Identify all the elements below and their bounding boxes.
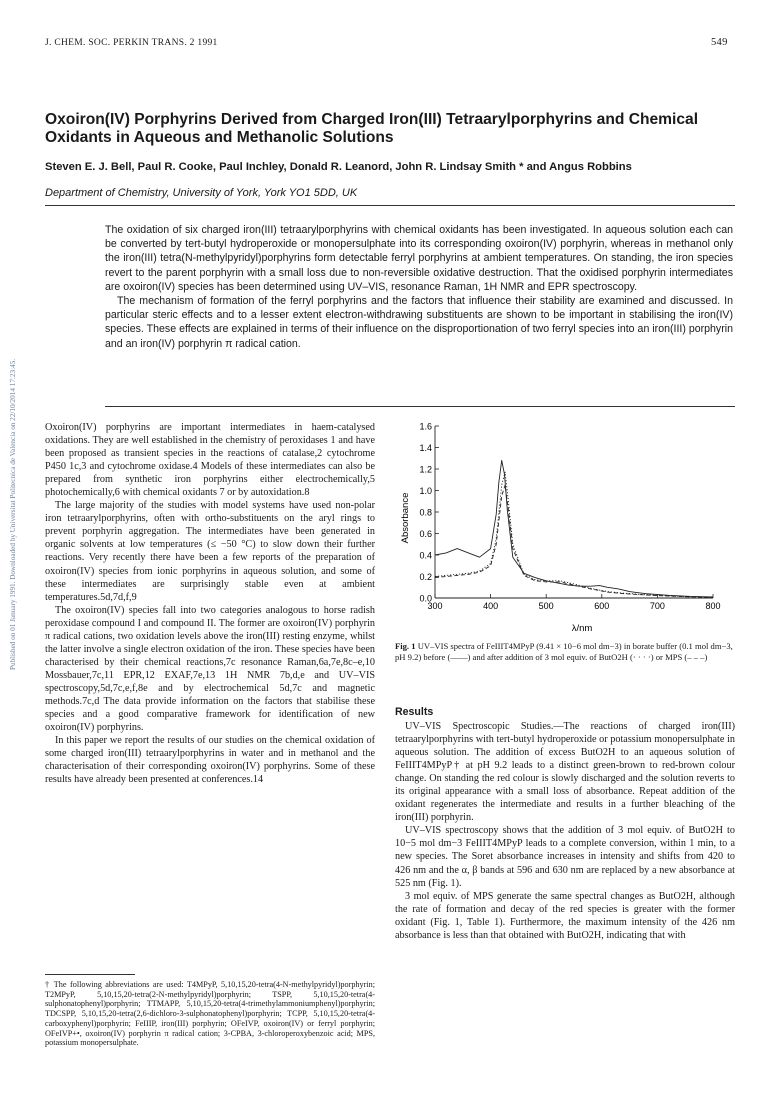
spectrum-line-solid <box>435 460 713 597</box>
uv-vis-chart <box>395 418 735 636</box>
page-number: 549 <box>711 37 728 48</box>
x-tick-label: 700 <box>649 601 665 611</box>
chart-axes <box>419 421 720 611</box>
body-paragraph: Oxoiron(IV) porphyrins are important intermediates in haem-catalysed oxidations. They are well established in the chemistry of peroxidases 1 and have been proposed as transient species in the reactions of catalase,2 cytochrome P450 1c,3 and cytochrome oxidase.4 Models of these intermediates can also be prepared from synthetic iron porphyrins either electrochemically,5 photochemically,6 with chemical oxidants 7 or by autoxidation.8 <box>45 422 375 499</box>
left-column <box>45 421 375 786</box>
body-paragraph: The large majority of the studies with model systems have used non-polar iron tetraarylporphyrins, often with ortho-substituents on the aryl rings to prevent porphyrin aggregation. The intermediates have been generated in organic solvents at low temperatures (≤ −50 °C) to slow down their further reactions. Very recently there have been a few reports of the preparation of oxoiron(IV) species from ionic porphyrins in aqueous solution, and some of these intermediates are surprisingly stable even at ambient temperatures.5d,7d,f,9 <box>45 500 375 603</box>
y-tick-label: 0.6 <box>419 528 432 539</box>
spectrum-line-dashed <box>435 485 713 597</box>
figure-label: Fig. 1 <box>395 641 416 651</box>
affiliation: Department of Chemistry, University of York, York YO1 5DD, UK <box>45 187 358 199</box>
author-list: Steven E. J. Bell, Paul R. Cooke, Paul Inchley, Donald R. Leanord, John R. Lindsay Smith * and Angus Robbins <box>45 161 632 173</box>
article-title: Oxoiron(IV) Porphyrins Derived from Charged Iron(III) Tetraarylporphyrins and Chemical Oxidants in Aqueous and Methanolic Solutions <box>45 111 699 146</box>
abstract-paragraph: The mechanism of formation of the ferryl porphyrins and the factors that influence their stability are examined and discussed. In particular steric effects and to a lesser extent electron-withdrawing substituents are shown to be important in stabilising the iron(IV) species. These effects are explained in terms of their influence on the disproportionation of two ferryl species into an iron(III) porphyrin and an iron(IV) porphyrin π radical cation. <box>105 295 733 350</box>
figure-caption-text: UV–VIS spectra of FeIIIT4MPyP (9.41 × 10−6 mol dm−3) in borate buffer (0.1 mol dm−3, pH 9.2) before (——) and after addition of 3 mol equiv. of ButO2H (· · · ·) or MPS (– – –) <box>395 641 733 662</box>
abstract-paragraph: The oxidation of six charged iron(III) tetraarylporphyrins with chemical oxidants has been investigated. In aqueous solution each can be converted by tert-butyl hydroperoxide or monopersulphate into its corresponding oxoiron(IV) porphyrin, whereas in methanol only the iron(III) tetra(N-methylpyridyl)porphyrins form detectable ferryl porphyrins at ambient temperatures. On standing, the iron species revert to the parent porphyrin with a small loss due to non-reversible oxidative destruction. That the oxidised porphyrin intermediates are oxoiron(IV) species has been determined using UV–VIS, resonance Raman, 1H NMR and EPR spectroscopy. <box>105 224 733 293</box>
y-tick-label: 1.6 <box>419 421 432 432</box>
y-tick-label: 1.0 <box>419 485 432 496</box>
results-heading: Results <box>395 706 434 718</box>
body-paragraph: 3 mol equiv. of MPS generate the same spectral changes as ButO2H, although the rate of formation and decay of the red species is greater with the former oxidant (Fig. 1, Table 1). Furthermore, the maximum intensity of the 426 nm absorbance is less than that obtained with ButO2H, indicating that with <box>395 890 735 941</box>
body-paragraph: In this paper we report the results of our studies on the chemical oxidation of some charged iron(III) tetraarylporphyrins in water and in methanol and the characterisation of their corresponding oxoiron(IV) porphyrins. Some of these results have already been presented at conferences.14 <box>45 735 375 786</box>
body-paragraph: UV–VIS spectroscopy shows that the addition of 3 mol equiv. of ButO2H to 10−5 mol dm−3 FeIIIT4MPyP leads to a complete conversion, within 1 min, to a new species. The Soret absorbance increases in intensity and shifts from 420 to 426 nm and the α, β bands at 596 and 630 nm are replaced by a new absorbance at 525 nm (Fig. 1). <box>395 825 735 889</box>
body-paragraph: UV–VIS Spectroscopic Studies.—The reactions of charged iron(III) tetraarylporphyrins with tert-butyl hydroperoxide or potassium monopersulphate in aqueous solution. The addition of excess ButO2H to an aqueous solution of FeIIIT4MPyP† at pH 9.2 leads to a distinct green-brown to red-brown colour change. On standing the red colour is slowly discharged and the solution reverts to its original appearance with a small loss of absorbance. Repeat addition of the oxidant regenerates the intermediate and results in a further bleaching of the iron(III) porphyrin. <box>395 721 735 824</box>
y-tick-label: 0.2 <box>419 571 432 582</box>
abstract <box>105 223 733 351</box>
y-tick-label: 0.4 <box>419 550 432 561</box>
y-axis-label: Absorbance <box>400 492 411 544</box>
x-tick-label: 300 <box>427 601 443 611</box>
download-sidebar <box>2 210 16 670</box>
download-notice: Published on 01 January 1991. Downloaded by Universitat Politecnica de Valencia on 22/10/2014 17:23:45. <box>9 358 17 670</box>
x-tick-label: 500 <box>538 601 554 611</box>
abstract-rule <box>105 406 735 407</box>
y-tick-label: 1.4 <box>419 442 432 453</box>
running-head: J. CHEM. SOC. PERKIN TRANS. 2 1991 <box>45 38 218 48</box>
x-axis-label: λ/nm <box>571 623 593 634</box>
figure-caption <box>395 641 735 662</box>
footnote-rule <box>45 974 135 975</box>
spectrum-line-dotted <box>435 472 713 597</box>
footnote: † The following abbreviations are used: T4MPyP, 5,10,15,20-tetra(4-N-methylpyridyl)porphyrin; T2MPyP, 5,10,15,20-tetra(2-N-methylpyridyl)porphyrin; TSPP, 5,10,15,20-tetra(4-sulphonatophenyl)porphyrin; TTMAPP, 5,10,15,20-tetra(4-trimethylammoniumphenyl)porphyrin; TDCSPP, 5,10,15,20-tetra(2,6-dichloro-3-sulphonatophenyl)porphyrin; TCPP, 5,10,15,20-tetra(4-carboxyphenyl)porphyrin; FeIIIP, iron(III) porphyrin; OFeIVP, oxoiron(IV) or ferryl porphyrin; OFeIVP+•, oxoiron(IV) porphyrin π radical cation; 3-CPBA, 3-chloroperoxybenzoic acid; MPS, potassium monopersulphate. <box>45 980 375 1048</box>
right-column <box>395 720 735 942</box>
x-tick-label: 800 <box>705 601 721 611</box>
x-tick-label: 600 <box>594 601 610 611</box>
body-paragraph: The oxoiron(IV) species fall into two categories analogous to horse radish peroxidase compound I and compound II. The former are oxoiron(IV) porphyrin π radical cations, two oxidation levels above the iron(III) resting enzyme, whilst the latter involve a single electron oxidation of the iron. These species have been characterised by their chemical reactions,7c resonance Raman,6a,7e,8c–e,10 Mossbauer,7c,11 EPR,12 EXAF,7e,13 1H NMR 7b,d,e and UV–VIS spectroscopy,5d,7c,e,f,8e and by electrochemical 5d,7c and magnetic methods.7c,d The data provide information on the factors that stabilise these species and a good comparative framework for identification of new oxoiron(IV) porphyrins. <box>45 604 375 734</box>
chart-plot-area <box>435 460 713 597</box>
y-tick-label: 0.8 <box>419 507 432 518</box>
y-tick-label: 0.0 <box>419 593 432 604</box>
x-tick-label: 400 <box>483 601 499 611</box>
top-rule <box>45 205 735 206</box>
y-tick-label: 1.2 <box>419 464 432 475</box>
